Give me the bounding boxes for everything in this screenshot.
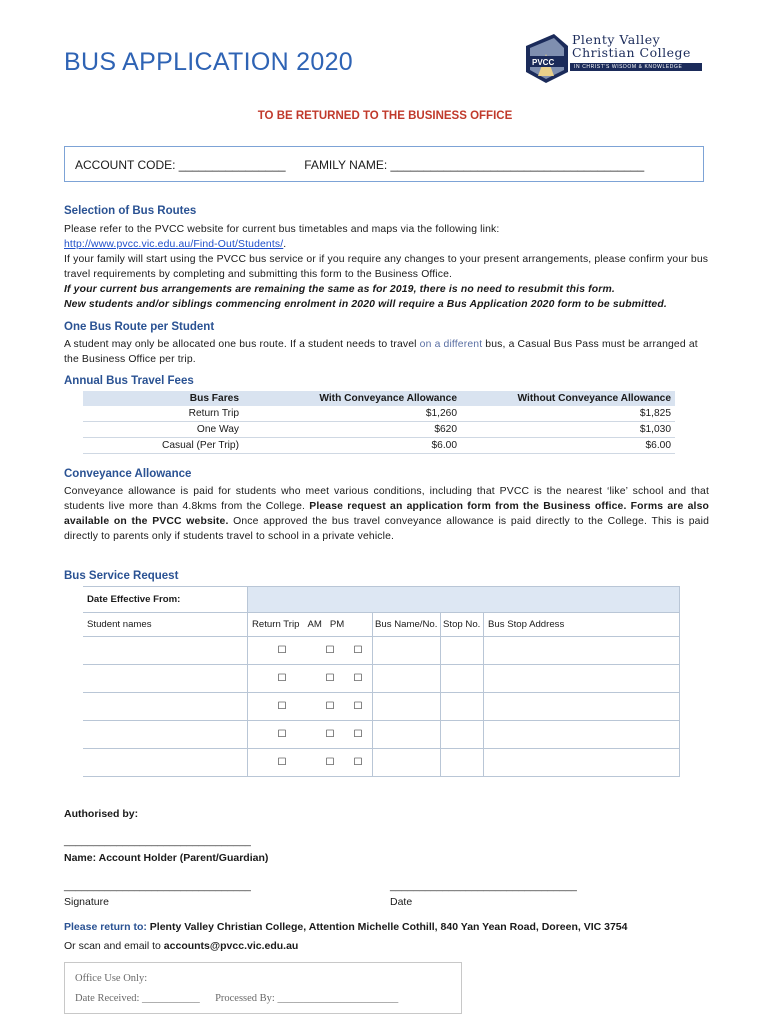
bus-request-table (83, 586, 680, 777)
logo-name-line1: Plenty Valley (572, 32, 661, 47)
return-trip-checkbox[interactable]: ☐ (248, 721, 317, 749)
stop-no-input[interactable] (441, 749, 484, 777)
bus-stop-address-input[interactable] (484, 665, 680, 693)
office-use-box (64, 962, 462, 1014)
conveyance-text-a: Conveyance allowance is paid for students who meet various conditions, including that PVCC is the nearest ‘like’ school and that students live more than 4.8kms from the College. (64, 486, 709, 512)
date-received-field[interactable]: Date Received: ___________ (75, 993, 200, 1004)
return-trip-checkbox[interactable]: ☐ (248, 637, 317, 665)
email-line (64, 940, 298, 952)
bus-name-input[interactable] (373, 749, 441, 777)
fees-col-with: With Conveyance Allowance (243, 391, 461, 406)
one-route-heading: One Bus Route per Student (64, 321, 215, 333)
bus-name-input[interactable] (373, 637, 441, 665)
table-row (83, 721, 680, 749)
return-instruction: TO BE RETURNED TO THE BUSINESS OFFICE (257, 110, 513, 122)
routes-changes-text: If your family will start using the PVCC bus service or if you require any changes to your present arrangements, please confirm your bus travel requirements by completing and submitting this form to the Business Office. (64, 254, 709, 280)
col-am: AM (307, 619, 322, 630)
fee-type: Casual (Per Trip) (83, 438, 243, 454)
one-route-text-b: on a different (419, 339, 483, 350)
fee-without: $1,825 (461, 406, 675, 422)
fees-col-without: Without Conveyance Allowance (461, 391, 675, 406)
am-checkbox[interactable]: ☐ (316, 721, 344, 749)
office-use-label: Office Use Only: (75, 973, 148, 984)
col-bus-stop-address: Bus Stop Address (484, 613, 680, 637)
page-title: BUS APPLICATION 2020 (64, 48, 353, 76)
stop-no-input[interactable] (441, 637, 484, 665)
routes-intro: Please refer to the PVCC website for current bus timetables and maps via the following link: (64, 224, 500, 235)
bus-name-input[interactable] (373, 693, 441, 721)
date-effective-label: Date Effective From: (83, 587, 248, 613)
col-pm: PM (329, 619, 345, 630)
family-name-field[interactable]: FAMILY NAME: ______________________________________ (304, 158, 645, 172)
stop-no-input[interactable] (441, 693, 484, 721)
return-prefix: Please return to: (64, 921, 147, 933)
routes-new-students-note: New students and/or siblings commencing enrolment in 2020 will require a Bus Application 2020 form to be submitted. (64, 299, 667, 310)
fee-with: $1,260 (243, 406, 461, 422)
am-checkbox[interactable]: ☐ (316, 665, 344, 693)
bus-stop-address-input[interactable] (484, 693, 680, 721)
table-row (83, 406, 675, 422)
fee-type: Return Trip (83, 406, 243, 422)
am-checkbox[interactable]: ☐ (316, 637, 344, 665)
date-effective-input[interactable] (248, 587, 680, 613)
fee-without: $1,030 (461, 422, 675, 438)
authorised-by-label: Authorised by: (64, 808, 139, 820)
one-route-text-a: A student may only be allocated one bus route. If a student needs to travel (64, 339, 420, 350)
return-address (64, 921, 627, 933)
am-checkbox[interactable]: ☐ (316, 749, 344, 777)
student-name-input[interactable] (83, 665, 248, 693)
pm-checkbox[interactable]: ☐ (344, 693, 373, 721)
return-trip-checkbox[interactable]: ☐ (248, 749, 317, 777)
bus-name-input[interactable] (373, 665, 441, 693)
table-row (83, 422, 675, 438)
bus-stop-address-input[interactable] (484, 721, 680, 749)
col-stop-no: Stop No. (441, 613, 484, 637)
logo-name-line2: Christian College (572, 45, 691, 60)
return-trip-checkbox[interactable]: ☐ (248, 665, 317, 693)
signature-line[interactable]: ________________________________ (64, 880, 251, 892)
routes-same-note: If your current bus arrangements are remaining the same as for 2019, there is no need to resubmit this form. (64, 284, 615, 295)
return-trip-checkbox[interactable]: ☐ (248, 693, 317, 721)
table-row (83, 637, 680, 665)
fees-heading: Annual Bus Travel Fees (64, 375, 194, 387)
fees-col-fares: Bus Fares (83, 391, 243, 406)
conveyance-text-b: Please request an application form from the Business office. Forms are also available on the PVCC website. (64, 501, 709, 527)
conveyance-heading: Conveyance Allowance (64, 468, 192, 480)
student-name-input[interactable] (83, 637, 248, 665)
col-return-trip: Return Trip (252, 619, 300, 630)
conveyance-text (64, 484, 709, 544)
request-heading: Bus Service Request (64, 570, 179, 582)
routes-section (64, 222, 709, 312)
pm-checkbox[interactable]: ☐ (344, 637, 373, 665)
bus-name-input[interactable] (373, 721, 441, 749)
am-checkbox[interactable]: ☐ (316, 693, 344, 721)
account-box (64, 146, 704, 182)
pm-checkbox[interactable]: ☐ (344, 665, 373, 693)
table-row (83, 665, 680, 693)
email-address[interactable]: accounts@pvcc.vic.edu.au (163, 940, 299, 952)
bus-stop-address-input[interactable] (484, 749, 680, 777)
col-student-names: Student names (83, 613, 248, 637)
email-prefix: Or scan and email to (64, 940, 164, 952)
table-row (83, 438, 675, 454)
date-line[interactable]: ________________________________ (390, 880, 577, 892)
fees-header-row (83, 391, 675, 406)
logo-badge: PVCC (532, 58, 555, 67)
college-logo (524, 32, 704, 84)
return-address-text: Plenty Valley Christian College, Attention Michelle Cothill, 840 Yan Yean Road, Doreen, VIC 3754 (146, 921, 628, 933)
stop-no-input[interactable] (441, 721, 484, 749)
conveyance-text-c: Once approved the bus travel conveyance allowance is paid directly to the College. This is paid directly to parents only if students travel to school in a private vehicle. (64, 516, 709, 542)
routes-heading: Selection of Bus Routes (64, 205, 197, 217)
account-holder-label: Name: Account Holder (Parent/Guardian) (64, 852, 269, 864)
table-row (83, 693, 680, 721)
student-name-input[interactable] (83, 721, 248, 749)
fee-without: $6.00 (461, 438, 675, 454)
logo-tagline: IN CHRIST'S WISDOM & KNOWLEDGE (570, 63, 702, 71)
student-name-input[interactable] (83, 749, 248, 777)
col-bus-name: Bus Name/No. (373, 613, 441, 637)
stop-no-input[interactable] (441, 665, 484, 693)
fee-type: One Way (83, 422, 243, 438)
fee-with: $6.00 (243, 438, 461, 454)
date-label: Date (390, 896, 413, 908)
bus-stop-address-input[interactable] (484, 637, 680, 665)
link-suffix: . (283, 239, 287, 250)
processed-by-field[interactable]: Processed By: _______________________ (215, 993, 399, 1004)
student-name-input[interactable] (83, 693, 248, 721)
one-route-text-c: bus, a Casual Bus Pass must be arranged at the Business Office per trip. (64, 339, 698, 365)
fees-table (83, 391, 675, 454)
pm-checkbox[interactable]: ☐ (344, 721, 373, 749)
account-holder-line[interactable]: ________________________________ (64, 835, 251, 847)
table-row (83, 749, 680, 777)
fee-with: $620 (243, 422, 461, 438)
pvcc-website-link[interactable]: http://www.pvcc.vic.edu.au/Find-Out/Students/ (64, 239, 284, 250)
signature-label: Signature (64, 896, 109, 908)
account-code-field[interactable]: ACCOUNT CODE: ________________ (75, 158, 286, 172)
pm-checkbox[interactable]: ☐ (344, 749, 373, 777)
col-trip (248, 613, 373, 637)
one-route-text (64, 337, 709, 367)
